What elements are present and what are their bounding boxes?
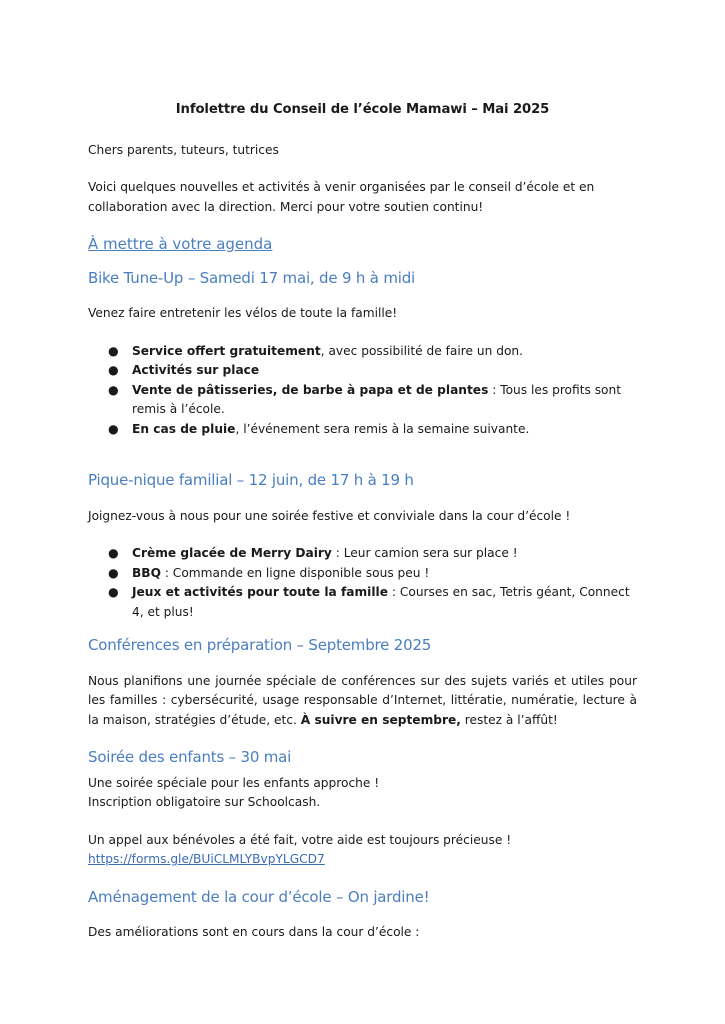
list-item-bold: BBQ <box>132 565 161 580</box>
list-item-text: , avec possibilité de faire un don. <box>320 343 524 358</box>
list-item-bold: Crème glacée de Merry Dairy <box>132 546 332 560</box>
greeting: Chers parents, tuteurs, tutrices <box>88 142 279 157</box>
bullet-icon: ● <box>108 382 119 397</box>
list-item-bold: Vente de pâtisseries, de barbe à papa et de plantes <box>132 382 489 397</box>
picnic-list <box>88 544 637 622</box>
conferences-paragraph <box>88 672 637 731</box>
list-item-bold: Activités sur place <box>132 363 260 377</box>
bullet-icon: ● <box>108 421 119 436</box>
kids-night-line-2: Inscription obligatoire sur Schoolcash. <box>88 795 321 809</box>
bullet-icon: ● <box>108 565 119 580</box>
bike-tuneup-intro: Venez faire entretenir les vélos de toute la famille! <box>88 306 398 320</box>
kids-night-line-1: Une soirée spéciale pour les enfants approche ! <box>88 775 380 790</box>
list-item-text: : Leur camion sera sur place ! <box>331 546 518 560</box>
bullet-icon: ● <box>108 363 119 377</box>
bullet-icon: ● <box>108 546 119 560</box>
list-item-bold: Service offert gratuitement <box>132 343 321 358</box>
list-item-text: : Tous les profits sont remis à l’école. <box>132 382 622 416</box>
list-item <box>88 361 637 381</box>
picnic-intro: Joignez-vous à nous pour une soirée festive et conviviale dans la cour d’école ! <box>88 508 571 523</box>
list-item <box>88 381 637 420</box>
list-item <box>88 583 637 622</box>
garden-heading: Aménagement de la cour d’école – On jardine! <box>88 887 430 906</box>
bullet-icon: ● <box>108 585 119 599</box>
list-item-bold: En cas de pluie <box>132 421 236 436</box>
garden-intro: Des améliorations sont en cours dans la cour d’école : <box>88 925 420 939</box>
conferences-bold: À suivre en septembre, <box>300 712 461 727</box>
list-item-text: : Courses en sac, Tetris géant, Connect 4, et plus! <box>132 585 630 619</box>
conferences-heading: Conférences en préparation – Septembre 2025 <box>88 636 432 654</box>
bike-tuneup-heading: Bike Tune-Up – Samedi 17 mai, de 9 h à midi <box>88 268 415 287</box>
bullet-icon: ● <box>108 343 119 358</box>
list-item <box>88 342 637 362</box>
conferences-text: Nous planifions une journée spéciale de conférences sur des sujets variés et utiles pour les familles : cybersécurité, usage responsable d’Internet, littératie, numératie, lecture à la maison, stratégies d’étude, etc. <box>88 673 637 727</box>
list-item <box>88 420 637 440</box>
list-item <box>88 544 637 564</box>
agenda-heading: À mettre à votre agenda <box>88 235 273 253</box>
bike-tuneup-list <box>88 342 637 440</box>
volunteers-line: Un appel aux bénévoles a été fait, votre aide est toujours précieuse ! <box>88 832 512 847</box>
list-item-bold: Jeux et activités pour toute la famille <box>132 585 388 599</box>
conferences-text-end: restez à l’affût! <box>460 712 558 727</box>
list-item-text: , l’événement sera remis à la semaine suivante. <box>235 421 530 436</box>
list-item-text: : Commande en ligne disponible sous peu ! <box>160 565 430 580</box>
list-item <box>88 564 637 584</box>
kids-night-heading: Soirée des enfants – 30 mai <box>88 748 292 766</box>
volunteers-form-link[interactable]: https://forms.gle/BUiCLMLYBvpYLGCD7 <box>88 852 325 866</box>
picnic-heading: Pique-nique familial – 12 juin, de 17 h à 19 h <box>88 471 414 489</box>
newsletter-title: Infolettre du Conseil de l’école Mamawi – Mai 2025 <box>175 102 550 117</box>
intro-paragraph: Voici quelques nouvelles et activités à venir organisées par le conseil d’école et en collaboration avec la direction. Merci pour votre soutien continu! <box>88 180 595 214</box>
